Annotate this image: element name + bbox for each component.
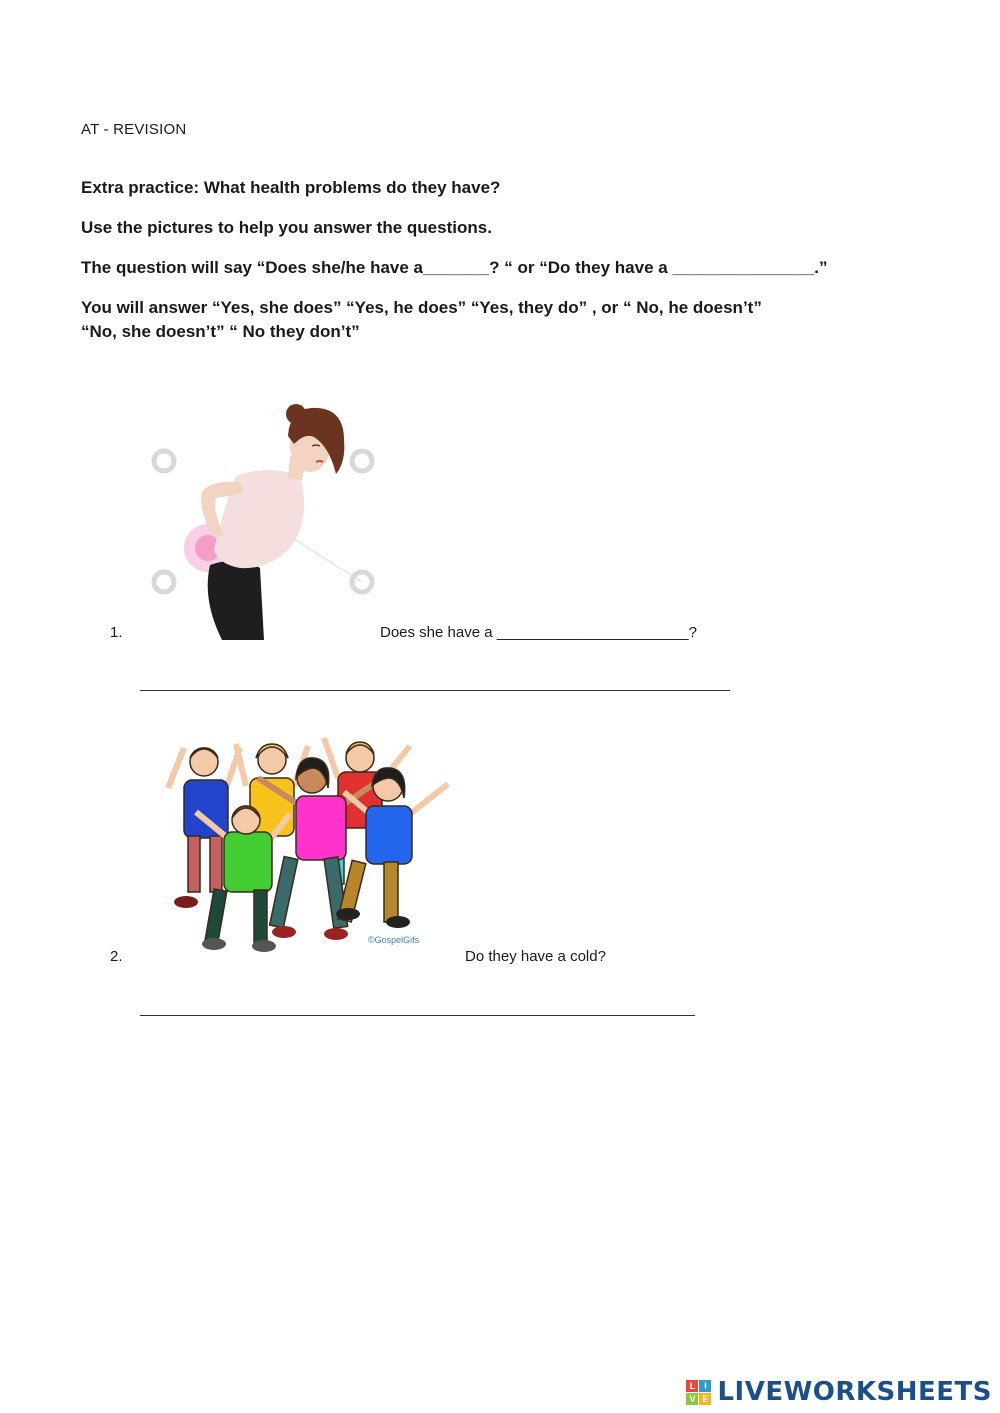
liveworksheets-logo[interactable] <box>686 1377 992 1407</box>
liveworksheets-icon <box>686 1380 711 1405</box>
instruction-line-3: The question will say “Does she/he have a_______? “ or “Do they have a _______________.” <box>81 258 828 277</box>
woman-back-pain-illustration <box>140 400 390 642</box>
logo-tile-l: L <box>686 1380 698 1392</box>
question-2-text: Do they have a cold? <box>465 948 606 965</box>
liveworksheets-wordmark: LIVEWORKSHEETS <box>717 1377 992 1407</box>
worksheet-header: AT - REVISION <box>81 121 187 138</box>
image-credit: ©GospelGifs <box>368 935 420 945</box>
instruction-line-5: “No, she doesn’t” “ No they don’t” <box>81 322 360 341</box>
logo-tile-i: I <box>699 1380 711 1392</box>
happy-children-illustration <box>148 728 452 956</box>
question-1-text: Does she have a _______________________? <box>380 624 697 641</box>
instruction-line-2: Use the pictures to help you answer the questions. <box>81 218 492 237</box>
question-2-number: 2. <box>110 948 123 965</box>
question-1-number: 1. <box>110 624 123 641</box>
answer-line-1[interactable] <box>140 690 730 691</box>
instruction-line-1: Extra practice: What health problems do they have? <box>81 178 501 197</box>
instruction-line-4: You will answer “Yes, she does” “Yes, he does” “Yes, they do” , or “ No, he doesn’t” <box>81 298 762 317</box>
logo-tile-e: E <box>699 1393 711 1405</box>
logo-tile-v: V <box>686 1393 698 1405</box>
answer-line-2[interactable] <box>140 1015 695 1016</box>
